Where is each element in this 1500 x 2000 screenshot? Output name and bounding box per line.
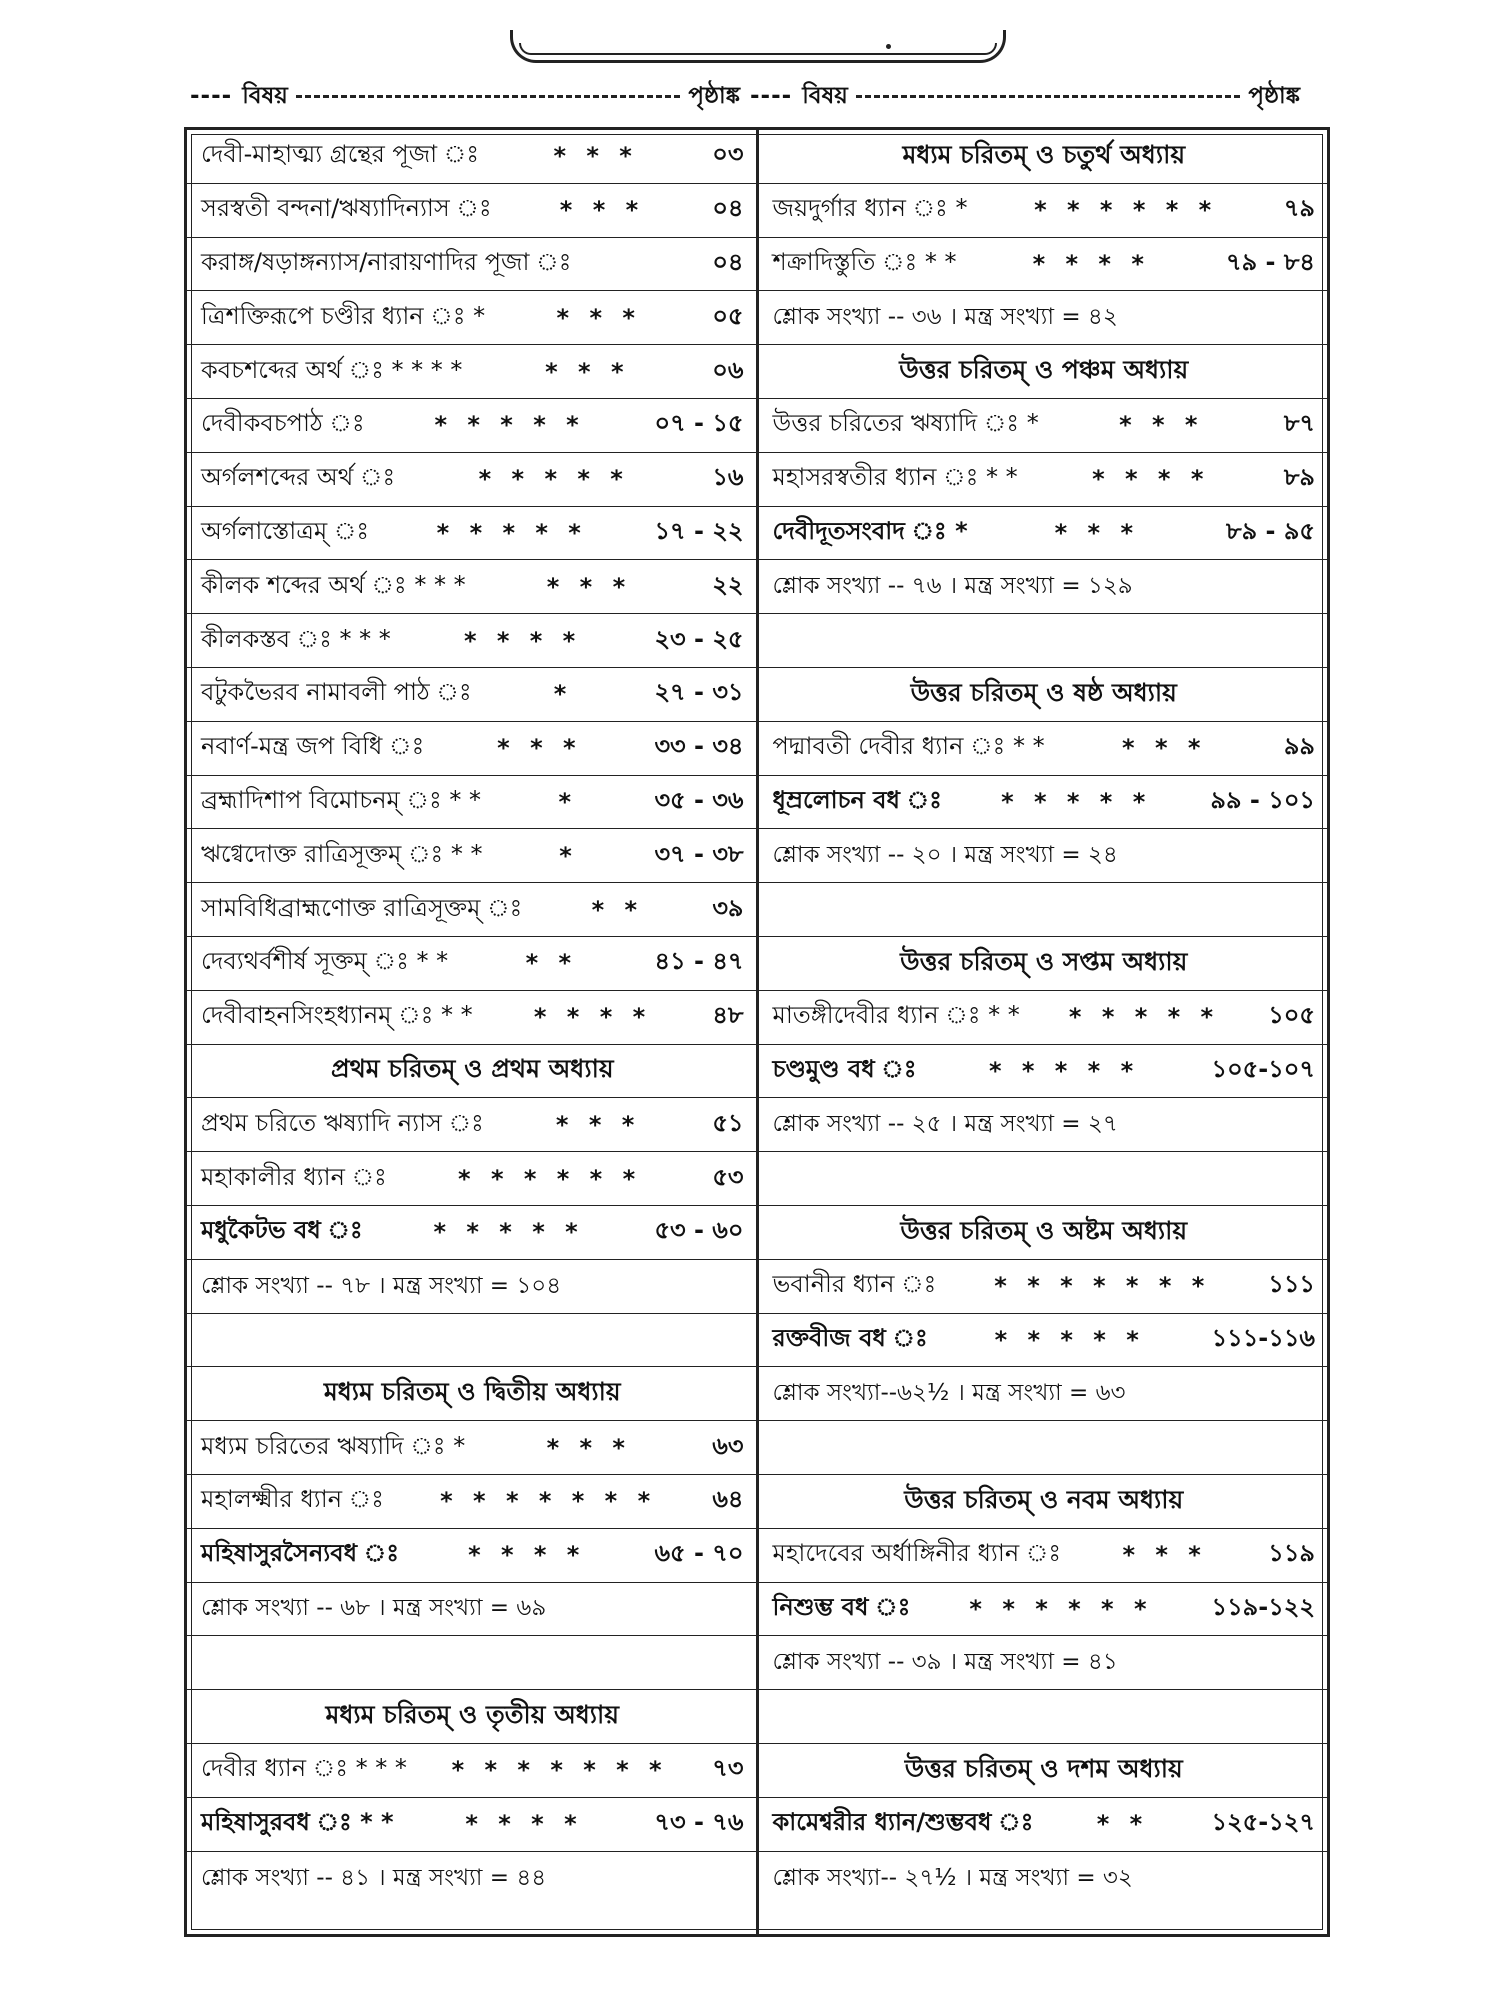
entry-title: নবার্ণ-মন্ত্র জপ বিধি ঃ — [201, 732, 425, 761]
page-number: ৯৯ — [1283, 732, 1315, 761]
page-number: ৩৭ - ৩৮ — [654, 839, 744, 868]
entry-title: দেবীবাহনসিংহধ্যানম্ ঃ * * — [201, 1001, 473, 1030]
dot-leader: * * * * — [1032, 249, 1150, 278]
dot-leader: * * * — [1122, 734, 1207, 763]
toc-entry — [187, 937, 756, 991]
entry-title: কবচশব্দের অর্থ ঃ * * * * — [201, 355, 463, 384]
dot-leader: * * * * — [465, 1810, 583, 1839]
chapter-heading: মধ্যম চরিতম্ ও তৃতীয় অধ্যায় — [187, 1690, 756, 1744]
entry-title: সামবিধিব্রাহ্মণোক্ত রাত্রিসূক্তম্ ঃ — [201, 893, 523, 922]
entry-title: সরস্বতী বন্দনা/ঋষ্যাদিন্যাস ঃ — [201, 194, 492, 223]
entry-title: দেবীর ধ্যান ঃ * * * — [201, 1754, 407, 1783]
page-number: ১২৫-১২৭ — [1211, 1808, 1315, 1837]
verse-count-row: শ্লোক সংখ্যা -- ৭৬ । মন্ত্র সংখ্যা = ১২৯ — [759, 560, 1328, 614]
entry-title: প্রথম চরিতে ঋষ্যাদি ন্যাস ঃ — [201, 1108, 484, 1137]
entry-title: অর্গলাস্তোত্রম্ ঃ — [201, 516, 370, 545]
page-number: ৪১ - ৪৭ — [654, 947, 744, 976]
verse-count-row: শ্লোক সংখ্যা -- ৪১ । মন্ত্র সংখ্যা = ৪৪ — [201, 1864, 547, 1891]
page-number: ১০৫ — [1268, 1001, 1315, 1030]
page-number: ৫১ — [712, 1108, 744, 1137]
entry-title: কামেশ্বরীর ধ্যান/শুম্ভবধ ঃ — [772, 1808, 1034, 1837]
entry-title: ভবানীর ধ্যান ঃ — [772, 1270, 937, 1299]
blank-row — [187, 1314, 756, 1368]
page-number: ১৬ — [712, 463, 744, 492]
chapter-heading: উত্তর চরিতম্ ও নবম অধ্যায় — [759, 1475, 1328, 1529]
page-number: ১১৯-১২২ — [1211, 1592, 1315, 1621]
dot-leader: * * * * * * — [1034, 196, 1218, 225]
dot-leader: * * * — [546, 1433, 631, 1462]
entry-title: দেবী-মাহাত্ম্য গ্রন্থের পূজা ঃ — [201, 140, 480, 169]
page-number: ১১১-১১৬ — [1211, 1323, 1315, 1352]
header-left-dash: ---- — [190, 83, 233, 109]
blank-row — [187, 1636, 756, 1690]
page-number: ৪৮ — [712, 1001, 744, 1030]
verse-count-row: শ্লোক সংখ্যা -- ৬৮ । মন্ত্র সংখ্যা = ৬৯ — [187, 1583, 756, 1637]
dot-leader: * * * — [546, 572, 632, 601]
dot-leader: * * * — [555, 1110, 641, 1139]
dot-leader: * * — [525, 949, 578, 978]
toc-entry — [187, 722, 756, 776]
toc-entry — [187, 238, 756, 292]
header-subject-label-2: বিষয় — [802, 82, 848, 109]
toc-entry — [187, 1098, 756, 1152]
dot-leader: * * * — [553, 142, 638, 171]
toc-entry — [759, 1583, 1328, 1637]
page-number: ৩৩ - ৩৪ — [654, 732, 744, 761]
dot-leader: * * * * * — [1068, 1003, 1220, 1032]
header-page-label: পৃষ্ঠাঙ্ক — [688, 82, 740, 109]
dot-leader: * * * — [559, 196, 645, 225]
blank-row — [759, 1690, 1328, 1744]
toc-entry — [187, 560, 756, 614]
toc-entry — [759, 238, 1328, 292]
page-number: ১৭ - ২২ — [654, 516, 744, 545]
page-number: ০৩ — [712, 140, 744, 169]
toc-entry — [187, 130, 756, 184]
entry-title: চণ্ডমুণ্ড বধ ঃ — [772, 1054, 917, 1083]
dot-leader: * * * * * * * — [451, 1756, 668, 1785]
entry-title: কীলক শব্দের অর্থ ঃ * * * — [201, 570, 466, 599]
top-decorative-banner — [510, 30, 1006, 63]
toc-entry — [187, 1152, 756, 1206]
toc-entry — [187, 829, 756, 883]
dot-leader: * * * — [1119, 411, 1204, 440]
entry-title: মধুকৈটভ বধ ঃ — [201, 1216, 363, 1245]
toc-entry — [187, 507, 756, 561]
toc-entry — [759, 399, 1328, 453]
entry-title: করাঙ্গ/ষড়াঙ্গন্যাস/নারায়ণাদির পূজা ঃ — [201, 247, 572, 276]
page-number: ৬৩ — [712, 1431, 744, 1460]
entry-title: শক্রাদিস্তুতি ঃ * * — [772, 247, 957, 276]
dot-leader: * * — [591, 895, 644, 924]
dot-leader: * * * * * — [988, 1056, 1140, 1085]
verse-count-row: শ্লোক সংখ্যা-- ২৭½ । মন্ত্র সংখ্যা = ৩২ — [772, 1864, 1133, 1891]
page-number: ৭৩ — [712, 1754, 744, 1783]
dot-leader: * — [559, 841, 578, 870]
toc-entry — [187, 776, 756, 830]
toc-entry — [187, 991, 756, 1045]
toc-entry — [187, 1206, 756, 1260]
entry-title: নিশুম্ভ বধ ঃ — [772, 1592, 911, 1621]
entry-title: দেব্যথর্বশীর্ষ সূক্তম্ ঃ * * — [201, 947, 449, 976]
blank-row — [759, 1421, 1328, 1475]
page-number: ৩৫ - ৩৬ — [654, 785, 744, 814]
page-number: ১১৯ — [1268, 1539, 1315, 1568]
toc-entry — [759, 453, 1328, 507]
entry-title: দেবীকবচপাঠ ঃ — [201, 409, 365, 438]
page-number: ৩৯ — [712, 893, 744, 922]
verse-count-row: শ্লোক সংখ্যা -- ৩৬ । মন্ত্র সংখ্যা = ৪২ — [759, 291, 1328, 345]
header-mid-dash: ---- — [750, 83, 793, 109]
page-number: ৮৯ — [1283, 463, 1315, 492]
entry-title: মহাকালীর ধ্যান ঃ — [201, 1162, 387, 1191]
page-number: ৫৩ — [712, 1162, 744, 1191]
entry-title: পদ্মাবতী দেবীর ধ্যান ঃ * * — [772, 732, 1045, 761]
toc-entry — [187, 1475, 756, 1529]
toc-entry — [187, 1798, 756, 1852]
page-number: ১০৫-১০৭ — [1211, 1054, 1315, 1083]
toc-entry — [187, 614, 756, 668]
entry-title: দেবীদূতসংবাদ ঃ * — [772, 516, 968, 545]
verse-count-row: শ্লোক সংখ্যা--৬২½ । মন্ত্র সংখ্যা = ৬৩ — [759, 1367, 1328, 1421]
toc-entry — [187, 883, 756, 937]
entry-title: মহিষাসুরবধ ঃ * * — [201, 1808, 394, 1837]
chapter-heading: মধ্যম চরিতম্ ও দ্বিতীয় অধ্যায় — [187, 1367, 756, 1421]
dot-leader: * * * * * — [436, 518, 587, 547]
toc-entry — [187, 453, 756, 507]
dot-leader: * — [553, 680, 573, 709]
toc-entry — [187, 345, 756, 399]
dot-leader: * * * * * * * — [440, 1487, 657, 1516]
page-number: ৭৯ — [1283, 194, 1315, 223]
dot-leader: * * * * * — [994, 1325, 1145, 1354]
header-dash-fill-2 — [856, 95, 1241, 98]
dot-leader: * * * * — [1092, 465, 1210, 494]
chapter-heading: উত্তর চরিতম্ ও পঞ্চম অধ্যায় — [759, 345, 1328, 399]
dot-leader: * * * * — [533, 1003, 652, 1032]
chapter-heading: প্রথম চরিতম্ ও প্রথম অধ্যায় — [187, 1045, 756, 1099]
chapter-heading: মধ্যম চরিতম্ ও চতুর্থ অধ্যায় — [759, 130, 1328, 184]
toc-entry — [759, 991, 1328, 1045]
dot-leader: * * * * — [468, 1541, 586, 1570]
blank-row — [759, 614, 1328, 668]
page-number: ৭৯ - ৮৪ — [1226, 247, 1315, 276]
page-number: ০৫ — [712, 301, 744, 330]
verse-count-row: শ্লোক সংখ্যা -- ৩৯ । মন্ত্র সংখ্যা = ৪১ — [759, 1636, 1328, 1690]
dot-leader: * * * * * — [434, 411, 585, 440]
toc-right-column — [759, 130, 1328, 1934]
banner-dot — [886, 44, 891, 49]
dot-leader: * * * * * — [433, 1218, 584, 1247]
entry-title: ধূম্রলোচন বধ ঃ — [772, 785, 942, 814]
entry-title: মহিষাসুরসৈন্যবধ ঃ — [201, 1539, 399, 1568]
verse-count-row: শ্লোক সংখ্যা -- ২০ । মন্ত্র সংখ্যা = ২৪ — [759, 829, 1328, 883]
toc-entry — [187, 1744, 756, 1798]
entry-title: রক্তবীজ বধ ঃ — [772, 1323, 928, 1352]
entry-title: বটুকভৈরব নামাবলী পাঠ ঃ — [201, 678, 472, 707]
toc-entry — [187, 1529, 756, 1583]
page-number: ০৪ — [712, 247, 744, 276]
toc-entry — [759, 776, 1328, 830]
table-of-contents — [184, 127, 1330, 1937]
entry-title: ঋগ্বেদোক্ত রাত্রিসূক্তম্ ঃ * * — [201, 839, 483, 868]
entry-title: উত্তর চরিতের ঋষ্যাদি ঃ * — [772, 409, 1039, 438]
toc-entry — [759, 184, 1328, 238]
dot-leader: * * * * * — [1001, 787, 1152, 816]
page-number: ০৬ — [712, 355, 744, 384]
page-number: ৭৩ - ৭৬ — [654, 1808, 744, 1837]
toc-left-column — [187, 130, 759, 1934]
header-page-label-2: পৃষ্ঠাঙ্ক — [1248, 82, 1300, 109]
dot-leader: * * * — [1054, 518, 1140, 547]
entry-title: ত্রিশক্তিরূপে চণ্ডীর ধ্যান ঃ * — [201, 301, 486, 330]
dot-leader: * * * * * * — [458, 1164, 642, 1193]
verse-count-row: শ্লোক সংখ্যা -- ২৫ । মন্ত্র সংখ্যা = ২৭ — [759, 1098, 1328, 1152]
entry-title: মহাসরস্বতীর ধ্যান ঃ * * — [772, 463, 1018, 492]
blank-row — [759, 1152, 1328, 1206]
chapter-heading: উত্তর চরিতম্ ও ষষ্ঠ অধ্যায় — [759, 668, 1328, 722]
entry-title: মাতঙ্গীদেবীর ধ্যান ঃ * * — [772, 1001, 1020, 1030]
entry-title: অর্গলশব্দের অর্থ ঃ — [201, 463, 396, 492]
chapter-heading: উত্তর চরিতম্ ও সপ্তম অধ্যায় — [759, 937, 1328, 991]
page-number: ৬৫ - ৭০ — [654, 1539, 744, 1568]
entry-title: মধ্যম চরিতের ঋষ্যাদি ঃ * — [201, 1431, 466, 1460]
dot-leader: * — [558, 787, 578, 816]
entry-title: মহাদেবের অর্ধাঙ্গিনীর ধ্যান ঃ — [772, 1539, 1062, 1568]
entry-title: জয়দুর্গার ধ্যান ঃ * — [772, 194, 968, 223]
page-number: ০৪ — [712, 194, 744, 223]
chapter-heading: উত্তর চরিতম্ ও দশম অধ্যায় — [759, 1744, 1328, 1798]
dot-leader: * * * * * — [478, 465, 629, 494]
toc-entry — [187, 291, 756, 345]
dot-leader: * * * * * * * — [994, 1272, 1211, 1301]
verse-count-row: শ্লোক সংখ্যা -- ৭৮ । মন্ত্র সংখ্যা = ১০৪ — [187, 1260, 756, 1314]
dot-leader: * * * — [545, 357, 630, 386]
dot-leader: * * — [1096, 1810, 1149, 1839]
toc-entry — [759, 1260, 1328, 1314]
toc-entry — [187, 668, 756, 722]
toc-entry — [759, 1045, 1328, 1099]
dot-leader: * * * — [497, 734, 582, 763]
entry-title: কীলকস্তব ঃ * * * — [201, 624, 391, 653]
page-number: ২৩ - ২৫ — [654, 624, 744, 653]
page-number: ২২ — [712, 570, 744, 599]
toc-entry — [187, 1421, 756, 1475]
page-number: ৬৪ — [712, 1485, 744, 1514]
dot-leader: * * * * — [463, 626, 582, 655]
dot-leader: * * * — [556, 303, 641, 332]
toc-entry — [759, 1314, 1328, 1368]
page-number: ৮৭ — [1283, 409, 1315, 438]
page-number: ০৭ - ১৫ — [654, 409, 744, 438]
toc-entry — [759, 1529, 1328, 1583]
toc-entry — [187, 399, 756, 453]
dot-leader: * * * * * * — [969, 1594, 1153, 1623]
toc-entry — [759, 722, 1328, 776]
page-number: ২৭ - ৩১ — [654, 678, 744, 707]
toc-entry — [187, 184, 756, 238]
page-number: ৮৯ - ৯৫ — [1226, 516, 1315, 545]
entry-title: ব্রহ্মাদিশাপ বিমোচনম্ ঃ * * — [201, 785, 482, 814]
page-number: ১১১ — [1268, 1270, 1315, 1299]
entry-title: মহালক্ষ্মীর ধ্যান ঃ — [201, 1485, 384, 1514]
header-subject-label: বিষয় — [242, 82, 288, 109]
toc-entry — [759, 1798, 1328, 1852]
blank-row — [759, 883, 1328, 937]
chapter-heading: উত্তর চরিতম্ ও অষ্টম অধ্যায় — [759, 1206, 1328, 1260]
toc-entry — [759, 507, 1328, 561]
column-header — [190, 78, 1300, 114]
dot-leader: * * * — [1122, 1541, 1207, 1570]
page-number: ৫৩ - ৬০ — [654, 1216, 744, 1245]
page-number: ৯৯ - ১০১ — [1210, 785, 1315, 814]
header-dash-fill — [296, 95, 681, 98]
